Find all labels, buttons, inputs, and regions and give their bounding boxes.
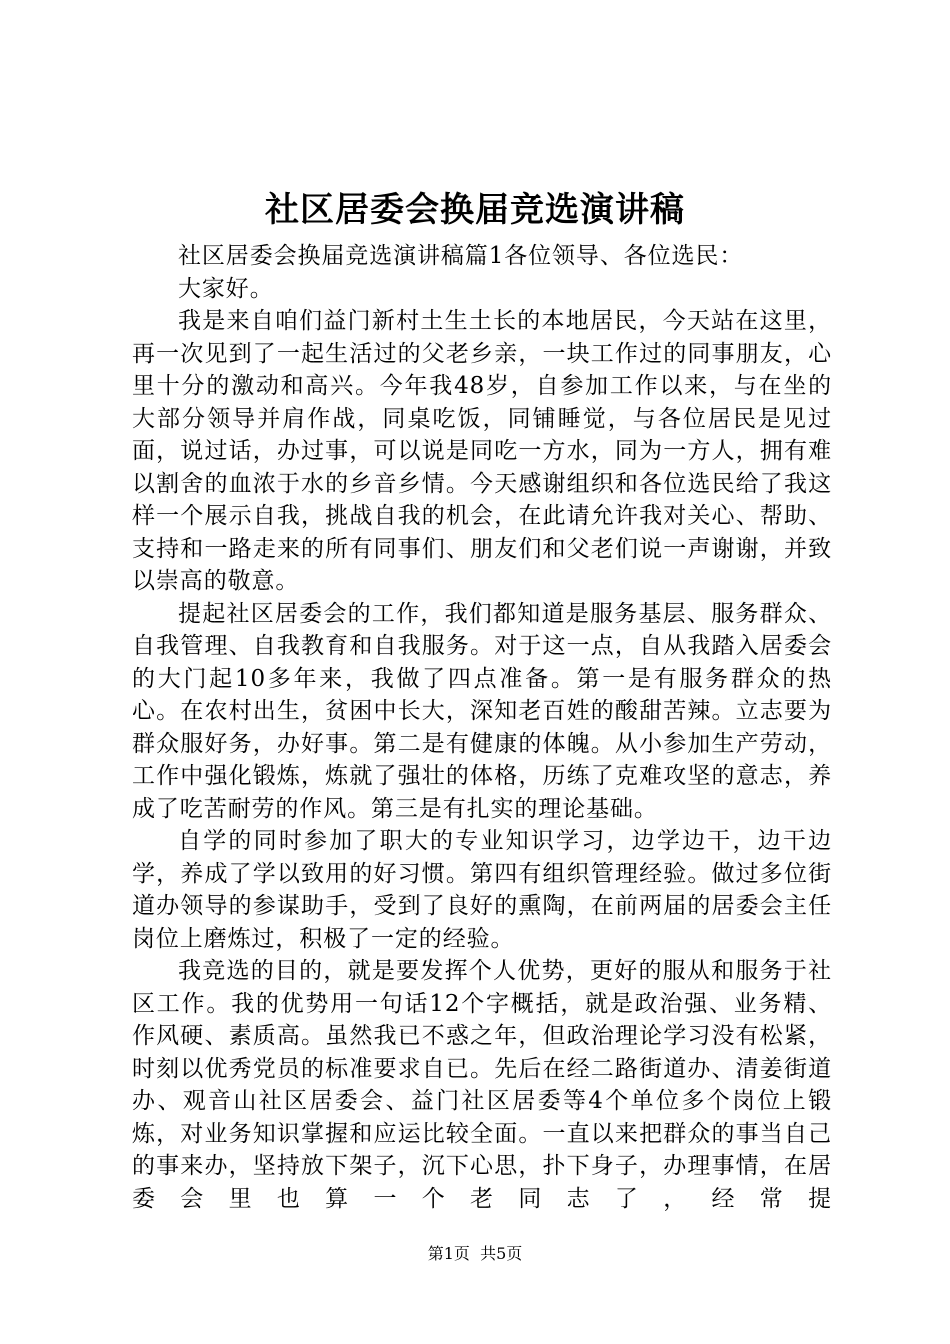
paragraph: 自学的同时参加了职大的专业知识学习，边学边干，边干边学，养成了学以致用的好习惯。第四有组织管理经验。做过多位街道办领导的参谋助手，受到了良好的熏陶，在前两届的居委会主任岗位上磨炼过，积极了一定的经验。: [132, 828, 832, 952]
paragraph: 我竞选的目的，就是要发挥个人优势，更好的服从和服务于社区工作。我的优势用一句话12个字概括，就是政治强、业务精、作风硬、素质高。虽然我已不惑之年，但政治理论学习没有松紧，时刻以优秀党员的标准要求自已。先后在经二路街道办、清姜街道办、观音山社区居委会、益门社区居委等4个单位多个岗位上锻炼，对业务知识掌握和应运比较全面。一直以来把群众的事当自己的事来办，坚持放下架子，沉下心思，扑下身子，办理事情，在居委会里也算一个老同志了，经常提: [132, 958, 832, 1212]
document-title: 社区居委会换届竞选演讲稿: [265, 190, 685, 230]
paragraph-intro: 社区居委会换届竞选演讲稿篇1各位领导、各位选民：: [178, 243, 744, 269]
page-footer: [0, 1243, 950, 1265]
paragraph: 我是来自咱们益门新村土生土长的本地居民，今天站在这里，再一次见到了一起生活过的父老乡亲，一块工作过的同事朋友，心里十分的激动和高兴。今年我48岁，自参加工作以来，与在坐的大部分领导并肩作战，同桌吃饭，同铺睡觉，与各位居民是见过面，说过话，办过事，可以说是同吃一方水，同为一方人，拥有难以割舍的血浓于水的乡音乡情。今天感谢组织和各位选民给了我这样一个展示自我，挑战自我的机会，在此请允许我对关心、帮助、支持和一路走来的所有同事们、朋友们和父老们说一声谢谢，并致以崇高的敬意。: [132, 308, 832, 594]
paragraph: 提起社区居委会的工作，我们都知道是服务基层、服务群众、自我管理、自我教育和自我服务。对于这一点，自从我踏入居委会的大门起10多年来，我做了四点准备。第一是有服务群众的热心。在农村出生，贫困中长大，深知老百姓的酸甜苦辣。立志要为群众服好务，办好事。第二是有健康的体魄。从小参加生产劳动，工作中强化锻炼，炼就了强壮的体格，历练了克难攻坚的意志，养成了吃苦耐劳的作风。第三是有扎实的理论基础。: [132, 600, 832, 822]
document-body: [132, 240, 832, 1215]
paragraph-greeting: 大家好。: [178, 275, 274, 302]
footer-spacer: [470, 1244, 480, 1263]
page-total: 共5页: [480, 1244, 523, 1263]
page-number: 第1页: [427, 1244, 470, 1263]
